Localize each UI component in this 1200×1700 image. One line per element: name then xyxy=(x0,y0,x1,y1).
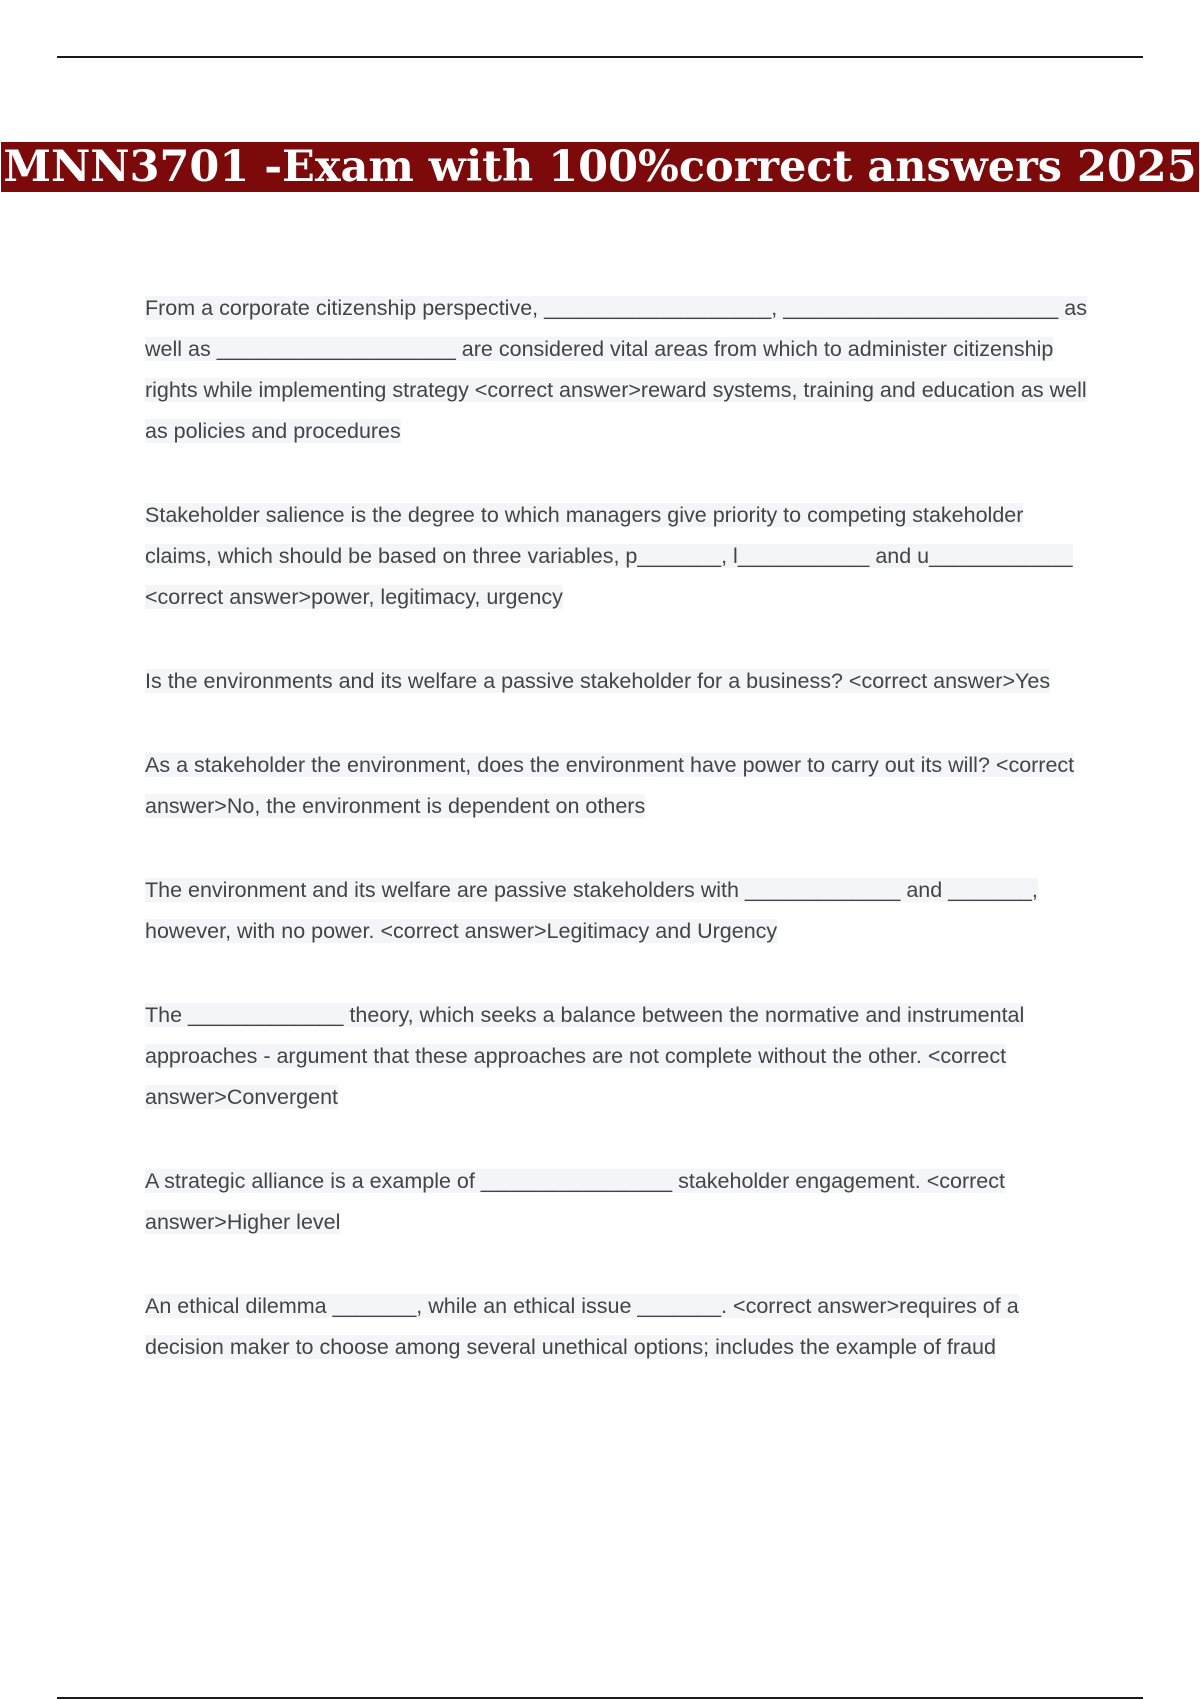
question-item: As a stakeholder the environment, does the environment have power to carry out its will? <correct answer>No, the environment is dependent on others xyxy=(145,753,1075,818)
document-title xyxy=(0,140,1200,194)
document-title-text: MNN3701 -Exam with 100%correct answers 2025 xyxy=(3,142,1197,192)
bottom-divider xyxy=(57,1697,1143,1699)
question-list xyxy=(145,288,1095,1411)
question-item: A strategic alliance is a example of ________________ stakeholder engagement. <correct answer>Higher level xyxy=(145,1169,1005,1234)
question-item: An ethical dilemma _______, while an ethical issue _______. <correct answer>requires of a decision maker to choose among several unethical options; includes the example of fraud xyxy=(145,1294,1019,1359)
question-item: Is the environments and its welfare a passive stakeholder for a business? <correct answer>Yes xyxy=(145,669,1051,693)
question-item: The _____________ theory, which seeks a balance between the normative and instrumental approaches - argument that these approaches are not complete without the other. <correct answer>Convergent xyxy=(145,1003,1025,1109)
question-item: Stakeholder salience is the degree to which managers give priority to competing stakeholder claims, which should be based on three variables, p_______, l___________ and u____________ <correct answer>power, legitimacy, urgency xyxy=(145,503,1073,609)
question-item: The environment and its welfare are passive stakeholders with _____________ and _______, however, with no power. <correct answer>Legitimacy and Urgency xyxy=(145,878,1038,943)
top-divider xyxy=(57,56,1143,58)
question-item: From a corporate citizenship perspective, ___________________, _______________________ as well as ____________________ are considered vital areas from which to administer citizenship rights while implementing strategy <correct answer>reward systems, training and education as well as policies and procedures xyxy=(145,296,1087,443)
